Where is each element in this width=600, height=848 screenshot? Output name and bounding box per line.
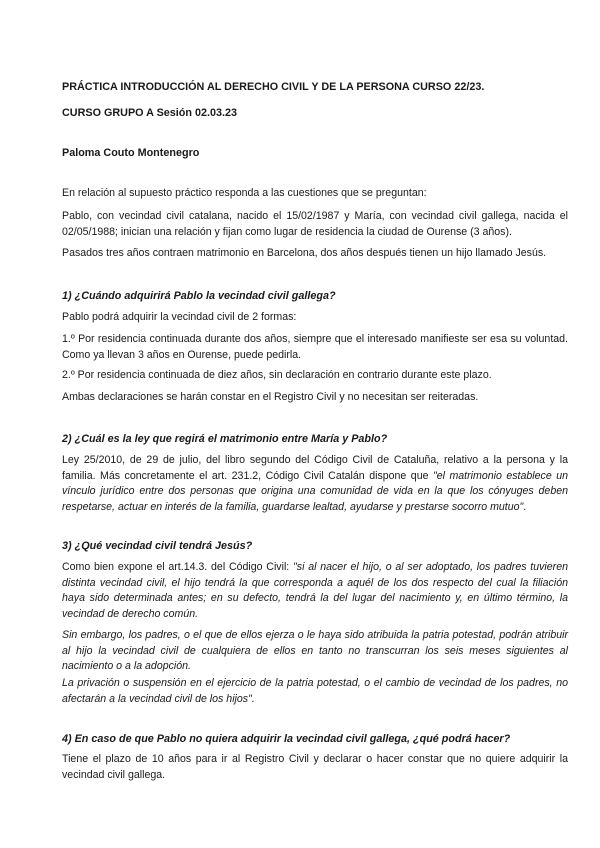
answer-2-text: Ley 25/2010, de 29 de julio, del libro segundo del Código Civil de Cataluña, relativo a la persona y la familia. Más concretamente el art. 231.2, Código Civil Catalán dispone que	[62, 454, 568, 482]
answer-1-point-2: 2.º Por residencia continuada de diez años, sin declaración en contrario durante este plazo.	[62, 369, 492, 381]
case-paragraph-2: Pasados tres años contraen matrimonio en Barcelona, dos años después tienen un hijo llamado Jesús.	[62, 247, 547, 259]
course-group-session: CURSO GRUPO A Sesión 02.03.23	[62, 107, 238, 119]
answer-3-quote: "si al nacer el hijo, o al ser adoptado, los padres tuvieren distinta vecindad civil, el hijo tendrá la que corresponda a aquél de los dos respecto del cual la filiación haya sido determinada antes; en su defecto, tendrá la del lugar del nacimiento y, en último término, la vecindad de derecho común.	[62, 561, 568, 620]
answer-2-paragraph	[62, 453, 568, 515]
answer-3-quote-3: La privación o suspensión en el ejercicio de la patria potestad, o el cambio de vecindad de los padres, no afectarán a la vecindad civil de los hijos".	[62, 677, 568, 705]
answer-2-end: .	[523, 500, 527, 513]
case-paragraph: Pablo, con vecindad civil catalana, nacido el 15/02/1987 y María, con vecindad civil gallega, nacida el 02/05/1988; inician una relación y fijan como lugar de residencia la ciudad de Ourense (3 años).	[62, 210, 568, 238]
question-1-heading: 1) ¿Cuándo adquirirá Pablo la vecindad civil gallega?	[62, 290, 336, 302]
answer-1-point-1: 1.º Por residencia continuada durante dos años, siempre que el interesado manifieste ser esa su voluntad. Como ya llevan 3 años en Ourense, puede pedirla.	[62, 333, 568, 361]
answer-2-quote: "el matrimonio establece un vínculo jurídico entre dos personas que origina una comunidad de vida en la que los cónyuges deben respetarse, actuar en interés de la familia, guardarse lealtad, ayudarse y prestarse socorro mutuo"	[62, 469, 568, 513]
document-title: PRÁCTICA INTRODUCCIÓN AL DERECHO CIVIL Y DE LA PERSONA CURSO 22/23.	[62, 81, 485, 93]
answer-1-closing: Ambas declaraciones se harán constar en el Registro Civil y no necesitan ser reiteradas.	[62, 391, 479, 403]
answer-4-paragraph: Tiene el plazo de 10 años para ir al Registro Civil y declarar o hacer constar que no quiere adquirir la vecindad civil gallega.	[62, 753, 568, 781]
answer-3-paragraph	[62, 560, 568, 622]
question-3-heading: 3) ¿Qué vecindad civil tendrá Jesús?	[62, 540, 253, 552]
answer-3-text: Como bien expone el art.14.3. del Código Civil:	[62, 561, 294, 573]
answer-1-paragraph: Pablo podrá adquirir la vecindad civil de 2 formas:	[62, 311, 297, 323]
question-2-heading: 2) ¿Cuál es la ley que regirá el matrimonio entre María y Pablo?	[62, 433, 388, 445]
author-name: Paloma Couto Montenegro	[62, 147, 200, 159]
intro-paragraph: En relación al supuesto práctico responda a las cuestiones que se preguntan:	[62, 187, 427, 199]
question-4-heading: 4) En caso de que Pablo no quiera adquirir la vecindad civil gallega, ¿qué podrá hacer?	[62, 733, 511, 745]
answer-3-quote-2: Sin embargo, los padres, o el que de ellos ejerza o le haya sido atribuida la patria potestad, podrán atribuir al hijo la vecindad civil de cualquiera de ellos en tanto no transcurran los seis meses siguientes al nacimiento o a la adopción.	[62, 629, 568, 672]
